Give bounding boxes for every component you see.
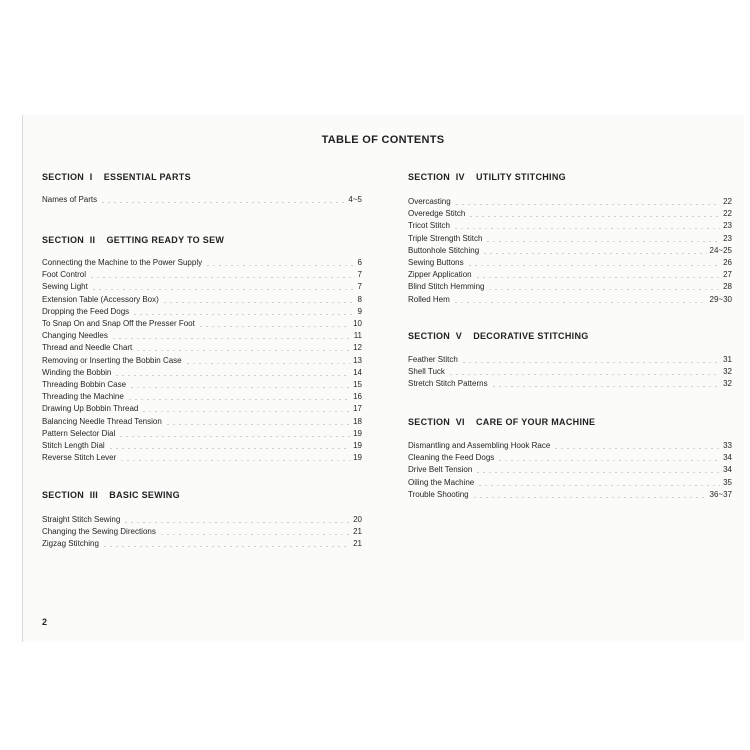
dot-leader <box>132 314 354 315</box>
toc-entry <box>42 329 362 341</box>
toc-entry <box>42 537 362 549</box>
toc-entry <box>408 280 732 292</box>
toc-entry <box>42 378 362 390</box>
entry-title: Names of Parts <box>42 195 98 204</box>
toc-entry <box>408 463 732 475</box>
entry-page: 11 <box>353 331 362 341</box>
entry-page: 14 <box>353 367 362 377</box>
dot-leader <box>491 386 721 387</box>
dot-leader <box>111 338 351 339</box>
dot-leader <box>135 350 350 351</box>
toc-entry <box>408 451 732 463</box>
entry-title: Cleaning the Feed Dogs <box>408 453 495 463</box>
entry-page: 16 <box>353 392 362 402</box>
entry-title: Pattern Selector Dial <box>42 428 116 438</box>
dot-leader <box>475 277 721 278</box>
dot-leader <box>553 448 720 449</box>
toc-entry <box>408 439 732 451</box>
toc-entry <box>408 207 732 219</box>
entry-page: 36~37 <box>709 489 732 499</box>
entry-page: 34 <box>723 453 732 463</box>
toc-entry <box>42 293 362 305</box>
dot-leader <box>472 497 707 498</box>
toc-entry <box>408 488 732 500</box>
entry-title: Dismantling and Assembling Hook Race <box>408 441 551 450</box>
page-edge <box>22 115 23 642</box>
dot-leader <box>118 436 350 437</box>
entry-page: 13 <box>353 355 362 365</box>
entry-page: 19 <box>353 453 362 463</box>
dot-leader <box>497 460 720 461</box>
dot-leader <box>129 387 350 388</box>
entry-title: Feather Stitch <box>408 355 458 364</box>
dot-leader <box>482 253 706 254</box>
dot-leader <box>453 302 707 303</box>
toc-entry <box>408 365 732 377</box>
entry-title: Zigzag Stitching <box>42 539 99 549</box>
dot-leader <box>448 374 720 375</box>
entry-title: Overedge Stitch <box>408 209 466 219</box>
dot-leader <box>205 265 354 266</box>
toc-entry <box>42 427 362 439</box>
entry-page: 17 <box>353 404 362 414</box>
toc-entry <box>42 366 362 378</box>
entry-page: 24~25 <box>709 245 732 255</box>
entry-page: 23 <box>723 221 732 231</box>
entry-title: Oiling the Machine <box>408 477 475 487</box>
entry-page: 7 <box>357 270 362 280</box>
dot-leader <box>89 277 355 278</box>
entry-title: Reverse Stitch Lever <box>42 453 117 463</box>
section-heading: SECTION V DECORATIVE STITCHING <box>408 331 589 341</box>
toc-entry <box>42 305 362 317</box>
entry-title: Straight Stitch Sewing <box>42 515 121 524</box>
entry-title: Rolled Hem <box>408 294 450 304</box>
toc-entry <box>42 317 362 329</box>
toc-entry <box>408 377 732 389</box>
entry-page: 19 <box>353 428 362 438</box>
entry-page: 32 <box>723 367 732 377</box>
dot-leader <box>468 216 720 217</box>
toc-entry <box>42 513 362 525</box>
entry-page: 22 <box>723 197 732 206</box>
entry-page: 22 <box>723 209 732 219</box>
toc-entry <box>42 354 362 366</box>
entry-title: Balancing Needle Thread Tension <box>42 416 162 426</box>
dot-leader <box>461 362 720 363</box>
toc-entry <box>408 293 732 305</box>
manual-page <box>22 115 744 642</box>
entry-page: 7 <box>357 282 362 292</box>
entry-title: Stitch Length Dial <box>42 441 105 450</box>
toc-entry <box>408 195 732 207</box>
dot-leader <box>114 375 350 376</box>
dot-leader <box>453 228 720 229</box>
entry-page: 15 <box>353 380 362 389</box>
entry-page: 6 <box>357 258 362 267</box>
toc-entry <box>408 476 732 488</box>
section-heading: SECTION II GETTING READY TO SEW <box>42 235 225 245</box>
entry-title: Threading the Machine <box>42 392 124 402</box>
entry-title: Drawing Up Bobbin Thread <box>42 404 139 414</box>
toc-entry <box>42 341 362 353</box>
entry-title: Shell Tuck <box>408 367 445 377</box>
dot-leader <box>102 546 350 547</box>
dot-leader <box>127 399 350 400</box>
entry-page: 8 <box>357 294 362 304</box>
entry-title: Sewing Light <box>42 282 88 292</box>
toc-entry <box>42 525 362 537</box>
dot-leader <box>198 326 350 327</box>
toc-entry <box>408 232 732 244</box>
dot-leader <box>108 448 350 449</box>
entry-title: Changing Needles <box>42 331 108 341</box>
entry-title: Triple Strength Stitch <box>408 233 483 243</box>
toc-entry <box>42 390 362 402</box>
entry-page: 10 <box>353 319 362 328</box>
entry-title: Foot Control <box>42 270 87 280</box>
toc-entry <box>42 193 362 205</box>
entry-title: Blind Stitch Hemming <box>408 282 485 292</box>
entry-title: Threading Bobbin Case <box>42 380 127 389</box>
entry-title: Removing or Inserting the Bobbin Case <box>42 355 182 365</box>
toc-entry <box>42 451 362 463</box>
entry-page: 18 <box>353 416 362 426</box>
entry-page: 4~5 <box>348 195 362 204</box>
section-heading: SECTION I ESSENTIAL PARTS <box>42 172 191 182</box>
dot-leader <box>485 241 720 242</box>
toc-entry <box>42 439 362 451</box>
dot-leader <box>475 472 720 473</box>
entry-title: Tricot Stitch <box>408 221 450 231</box>
dot-leader <box>185 363 350 364</box>
toc-entry <box>42 415 362 427</box>
toc-entry <box>42 402 362 414</box>
entry-page: 19 <box>353 441 362 450</box>
entry-page: 21 <box>353 539 362 549</box>
entry-page: 27 <box>723 270 732 280</box>
entry-page: 12 <box>353 343 362 353</box>
page-number: 2 <box>42 617 48 627</box>
entry-title: Thread and Needle Chart <box>42 343 133 353</box>
entry-page: 20 <box>353 515 362 524</box>
entry-title: Drive Belt Tension <box>408 465 473 475</box>
entry-page: 31 <box>723 355 732 364</box>
toc-entry <box>408 353 732 365</box>
entry-title: Winding the Bobbin <box>42 367 112 377</box>
section-heading: SECTION VI CARE OF YOUR MACHINE <box>408 417 596 427</box>
entry-page: 32 <box>723 379 732 389</box>
entry-title: Connecting the Machine to the Power Supply <box>42 258 203 267</box>
entry-page: 23 <box>723 233 732 243</box>
section-heading: SECTION III BASIC SEWING <box>42 490 180 500</box>
dot-leader <box>141 411 350 412</box>
entry-page: 35 <box>723 477 732 487</box>
entry-title: To Snap On and Snap Off the Presser Foot <box>42 319 195 328</box>
toc-entry <box>408 268 732 280</box>
dot-leader <box>159 534 350 535</box>
dot-leader <box>165 424 350 425</box>
entry-page: 26 <box>723 258 732 267</box>
entry-title: Stretch Stitch Patterns <box>408 379 488 389</box>
dot-leader <box>477 485 720 486</box>
entry-title: Changing the Sewing Directions <box>42 527 156 537</box>
entry-title: Zipper Application <box>408 270 472 280</box>
dot-leader <box>100 202 345 203</box>
dot-leader <box>454 204 720 205</box>
entry-page: 33 <box>723 441 732 450</box>
entry-page: 34 <box>723 465 732 475</box>
dot-leader <box>119 460 350 461</box>
entry-page: 9 <box>357 306 362 316</box>
entry-title: Trouble Shooting <box>408 489 469 499</box>
dot-leader <box>487 289 720 290</box>
toc-entry <box>408 256 732 268</box>
dot-leader <box>123 522 350 523</box>
dot-leader <box>467 265 721 266</box>
entry-title: Extension Table (Accessory Box) <box>42 294 159 304</box>
entry-title: Dropping the Feed Dogs <box>42 306 130 316</box>
entry-page: 29~30 <box>709 294 732 304</box>
toc-entry <box>408 219 732 231</box>
entry-page: 21 <box>353 527 362 537</box>
toc-entry <box>408 244 732 256</box>
entry-page: 28 <box>723 282 732 292</box>
toc-entry <box>42 256 362 268</box>
toc-entry <box>42 280 362 292</box>
toc-entry <box>42 268 362 280</box>
entry-title: Overcasting <box>408 197 451 206</box>
page-title: TABLE OF CONTENTS <box>321 134 445 146</box>
dot-leader <box>91 289 355 290</box>
dot-leader <box>162 302 355 303</box>
section-heading: SECTION IV UTILITY STITCHING <box>408 172 566 182</box>
entry-title: Sewing Buttons <box>408 258 464 267</box>
entry-title: Buttonhole Stitching <box>408 245 480 255</box>
